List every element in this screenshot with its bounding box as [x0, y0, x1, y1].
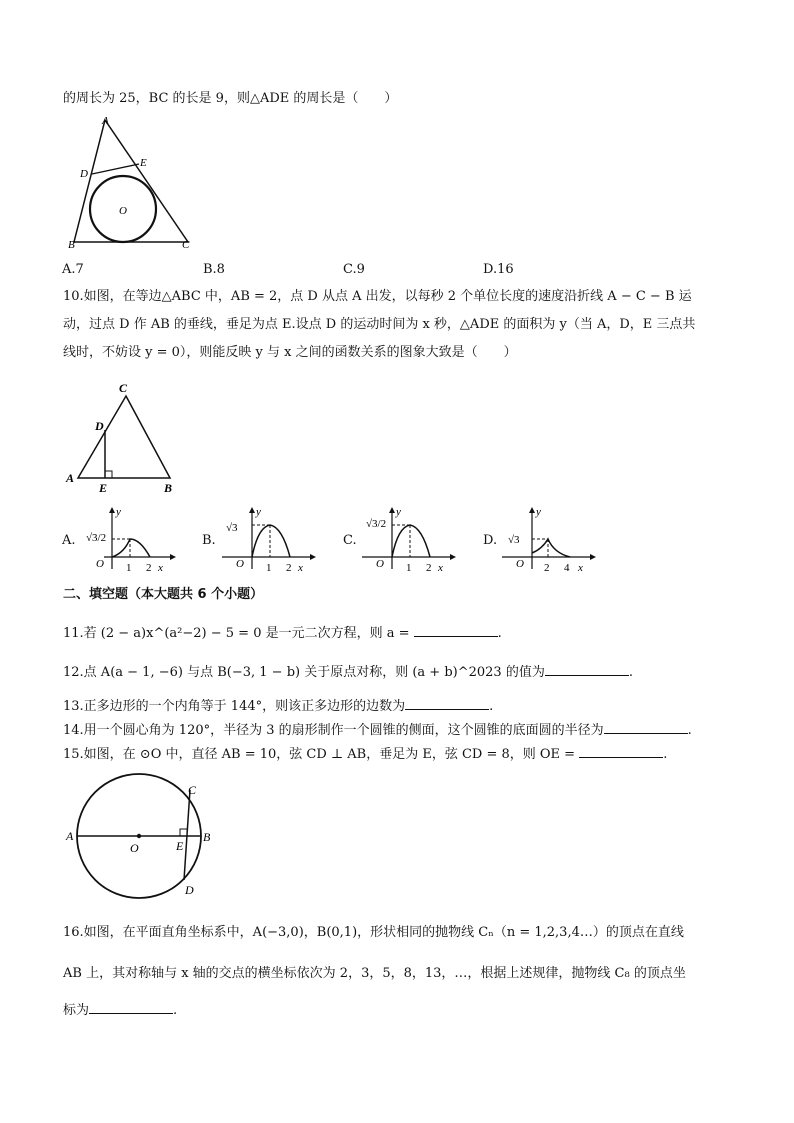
- q16-line2: AB 上，其对称轴与 x 轴的交点的横坐标依次为 2，3，5，8，13，…，根据上述规律，抛物线 C₈ 的顶点坐: [63, 966, 686, 981]
- q13-period: .: [489, 699, 494, 714]
- q16-answer-blank[interactable]: [89, 999, 173, 1014]
- q10-b-tick1: 1: [266, 562, 272, 574]
- q10-option-c-graph[interactable]: [358, 505, 458, 577]
- q9-label-o: O: [119, 205, 127, 217]
- q10-c-peak: √3/2: [366, 518, 387, 530]
- q10-a-peak: √3/2: [86, 532, 107, 544]
- q15-label-o: O: [130, 841, 139, 855]
- q10-option-b-label[interactable]: B.: [202, 533, 216, 548]
- q10-option-d-graph[interactable]: [498, 505, 598, 577]
- q10-c-xlabel: x: [438, 562, 443, 574]
- q9-label-e: E: [140, 157, 147, 169]
- q10-line1: 10.如图，在等边△ABC 中，AB = 2，点 D 从点 A 出发，以每秒 2 个单位长度的速度沿折线 A − C − B 运: [63, 289, 692, 304]
- q10-b-origin: O: [236, 558, 244, 570]
- q10-a-tick2: 2: [146, 562, 152, 574]
- q9-option-c[interactable]: C.9: [343, 262, 365, 277]
- q10-option-a-graph[interactable]: [78, 505, 178, 577]
- q10-d-peak: √3: [508, 534, 520, 546]
- q10-label-d: D: [95, 419, 104, 433]
- q10-a-origin: O: [96, 558, 104, 570]
- q14: [63, 719, 692, 740]
- q14-period: .: [687, 723, 692, 738]
- q10-d-tick2: 4: [564, 562, 570, 574]
- q10-d-ylabel: y: [536, 506, 541, 518]
- q16-line1: 16.如图，在平面直角坐标系中，A(−3,0)，B(0,1)，形状相同的抛物线 Cₙ（n = 1,2,3,4…）的顶点在直线: [63, 925, 684, 940]
- q10-option-b-graph[interactable]: [218, 505, 318, 577]
- q12-text: 12.点 A(a − 1, −6) 与点 B(−3, 1 − b) 关于原点对称，则 (a + b)^2023 的值为: [63, 665, 545, 680]
- q15-period: .: [663, 747, 668, 762]
- q9-label-d: D: [80, 168, 88, 180]
- q10-b-xlabel: x: [298, 562, 303, 574]
- q13-text: 13.正多边形的一个内角等于 144°，则该正多边形的边数为: [63, 699, 406, 714]
- q13: [63, 695, 493, 716]
- q15-label-e: E: [176, 839, 184, 853]
- q10-figure: [62, 378, 192, 493]
- q12-period: .: [628, 665, 633, 680]
- q15-text: 15.如图，在 ⊙O 中，直径 AB = 10，弦 CD ⊥ AB，垂足为 E，弦 CD = 8，则 OE =: [63, 747, 580, 762]
- q11-period: .: [497, 626, 502, 641]
- q10-d-origin: O: [516, 558, 524, 570]
- q12-answer-blank[interactable]: [545, 661, 629, 676]
- q10-option-d-label[interactable]: D.: [483, 533, 498, 548]
- q10-line2: 动，过点 D 作 AB 的垂线，垂足为点 E.设点 D 的运动时间为 x 秒，△ADE 的面积为 y（当 A，D，E 三点共: [63, 317, 696, 332]
- q10-label-a: A: [66, 471, 75, 485]
- q16-line3: 标为: [63, 1003, 90, 1018]
- q9-label-c: C: [182, 239, 190, 251]
- q15-figure: [62, 770, 222, 900]
- q10-c-tick1: 1: [406, 562, 412, 574]
- q9-option-d[interactable]: D.16: [483, 262, 514, 277]
- q11: [63, 622, 502, 643]
- q15-label-d: D: [185, 883, 194, 897]
- q14-text: 14.用一个圆心角为 120°，半径为 3 的扇形制作一个圆锥的侧面，这个圆锥的底面圆的半径为: [63, 723, 604, 738]
- q10-b-ylabel: y: [256, 506, 261, 518]
- q12: [63, 661, 633, 682]
- q16-period: .: [173, 1003, 178, 1018]
- q16: [63, 999, 177, 1020]
- q10-c-ylabel: y: [396, 506, 401, 518]
- q13-answer-blank[interactable]: [405, 695, 489, 710]
- q10-c-tick2: 2: [426, 562, 432, 574]
- q9-text: 的周长为 25，BC 的长是 9，则△ADE 的周长是（ ）: [63, 91, 398, 106]
- q10-a-xlabel: x: [158, 562, 163, 574]
- q15-answer-blank[interactable]: [579, 743, 663, 758]
- q15-label-c: C: [188, 783, 197, 797]
- q10-a-ylabel: y: [116, 506, 121, 518]
- q14-answer-blank[interactable]: [604, 719, 688, 734]
- q9-option-b[interactable]: B.8: [203, 262, 225, 277]
- q10-label-b: B: [164, 481, 173, 493]
- q9-label-b: B: [68, 239, 75, 251]
- q9-label-a: A: [102, 115, 109, 127]
- q10-b-peak: √3: [226, 522, 238, 534]
- q10-a-tick1: 1: [126, 562, 132, 574]
- q15: [63, 743, 667, 764]
- q11-answer-blank[interactable]: [414, 622, 498, 637]
- q10-option-c-label[interactable]: C.: [343, 533, 357, 548]
- q11-text: 11.若 (2 − a)x^(a²−2) − 5 = 0 是一元二次方程，则 a =: [63, 626, 414, 641]
- section-2-heading: 二、填空题（本大题共 6 个小题）: [63, 587, 264, 602]
- q10-d-xlabel: x: [578, 562, 583, 574]
- q10-label-e: E: [99, 481, 108, 493]
- q10-b-tick2: 2: [286, 562, 292, 574]
- q10-c-origin: O: [376, 558, 384, 570]
- q10-label-c: C: [119, 381, 128, 395]
- q9-option-a[interactable]: A.7: [62, 262, 84, 277]
- q15-label-a: A: [66, 829, 74, 843]
- q9-figure: [60, 112, 200, 252]
- q10-d-tick1: 2: [544, 562, 550, 574]
- q15-label-b: B: [203, 830, 211, 844]
- q10-line3: 线时，不妨设 y = 0），则能反映 y 与 x 之间的函数关系的图象大致是（ ）: [63, 345, 517, 360]
- q10-option-a-label[interactable]: A.: [62, 533, 76, 548]
